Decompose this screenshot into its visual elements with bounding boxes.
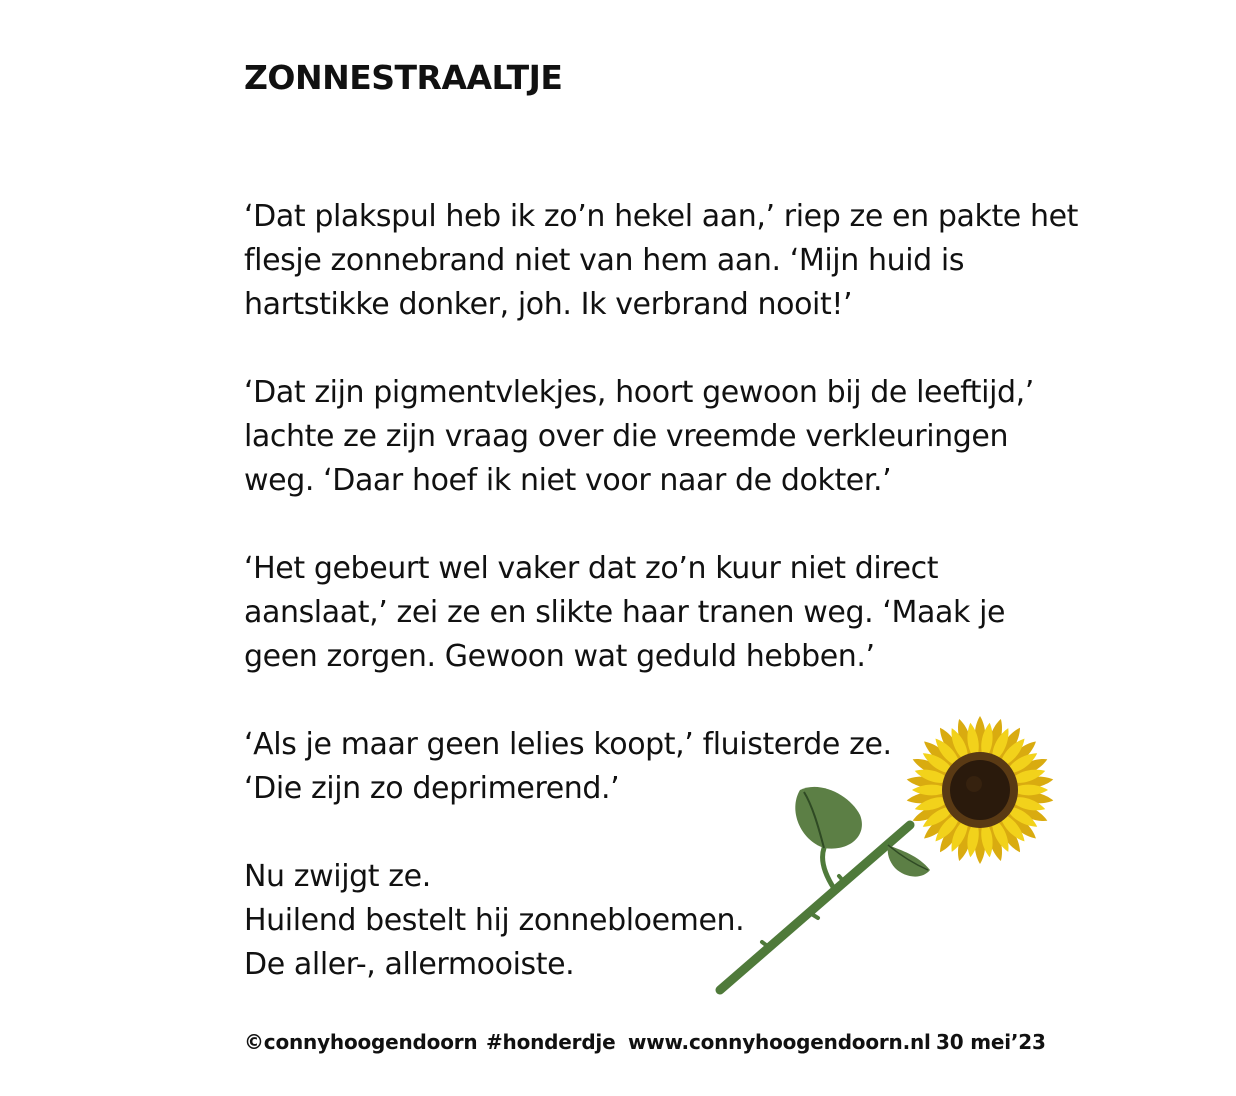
copyright-text: ©connyhoogendoorn: [244, 1030, 478, 1054]
paragraph-1: [244, 195, 1104, 327]
story-line: Nu zwijgt ze.: [244, 859, 431, 894]
story-line: Huilend bestelt hij zonnebloemen.: [244, 903, 745, 938]
paragraph-2: [244, 371, 1104, 503]
page-title: ZONNESTRAALTJE: [244, 58, 563, 97]
paragraph-3: [244, 547, 1104, 679]
sunflower-icon: [700, 700, 1080, 1010]
footer: [244, 1030, 1046, 1054]
story-line: flesje zonnebrand niet van hem aan. ‘Mijn huid is: [244, 243, 965, 278]
story-line: ‘Als je maar geen lelies koopt,’ fluisterde ze.: [244, 727, 892, 762]
story-line: De aller-, allermooiste.: [244, 947, 575, 982]
story-line: lachte ze zijn vraag over die vreemde verkleuringen: [244, 419, 1009, 454]
story-line: weg. ‘Daar hoef ik niet voor naar de dokter.’: [244, 463, 892, 498]
date-text: 30 mei’23: [936, 1030, 1046, 1054]
story-line: aanslaat,’ zei ze en slikte haar tranen weg. ‘Maak je: [244, 595, 1006, 630]
story-line: ‘Dat plakspul heb ik zo’n hekel aan,’ riep ze en pakte het: [244, 199, 1079, 234]
hashtag-text: #honderdje: [486, 1030, 616, 1054]
story-line: ‘Het gebeurt wel vaker dat zo’n kuur niet direct: [244, 551, 939, 586]
story-line: geen zorgen. Gewoon wat geduld hebben.’: [244, 639, 875, 674]
story-line: ‘Die zijn zo deprimerend.’: [244, 771, 620, 806]
story-line: ‘Dat zijn pigmentvlekjes, hoort gewoon bij de leeftijd,’: [244, 375, 1034, 410]
website-link[interactable]: www.connyhoogendoorn.nl: [628, 1030, 931, 1054]
story-line: hartstikke donker, joh. Ik verbrand nooit!’: [244, 287, 853, 322]
